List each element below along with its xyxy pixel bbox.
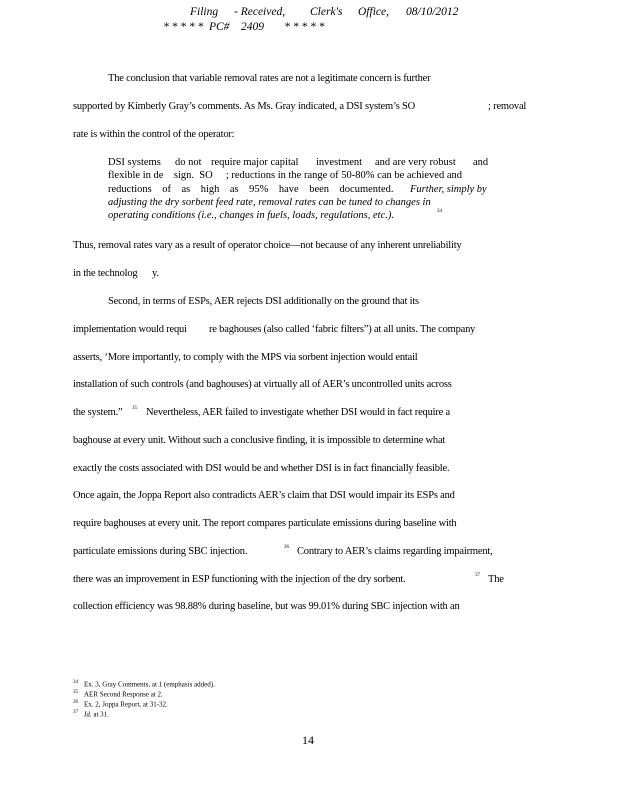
quote-line-emphasis: operating conditions (i.e., changes in fuels, loads, regulations, etc.).	[108, 210, 394, 221]
footnote-text-italic: Id.	[84, 710, 92, 719]
footnote-ref: 34	[437, 209, 442, 214]
body-line: supported by Kimberly Gray’s comments. As Ms. Gray indicated, a DSI system’s SO	[73, 101, 416, 112]
body-line: Once again, the Joppa Report also contradicts AER’s claim that DSI would impair its ESPs and	[73, 490, 455, 501]
quote-line-emphasis: Further, simply by	[410, 184, 487, 195]
footnote-number: 35	[73, 690, 78, 695]
body-line: Nevertheless, AER failed to investigate whether DSI would in fact require a	[146, 407, 450, 418]
header-date: 08/10/2012	[406, 6, 459, 18]
footnote-number: 37	[73, 710, 78, 715]
footnote	[73, 680, 215, 688]
body-line: baghouse at every unit. Without such a conclusive finding, it is impossible to determine what	[73, 435, 446, 446]
body-line: implementation would requi	[73, 324, 187, 335]
quote-word: and	[473, 157, 489, 168]
body-line: ; removal	[488, 101, 527, 112]
header-pc-line: * * * * * PC# 2409 * * * * *	[163, 21, 325, 33]
footnote-number: 36	[73, 700, 78, 705]
footnote	[73, 690, 163, 698]
body-line: Contrary to AER’s claims regarding impairment,	[297, 546, 493, 557]
body-line: Second, in terms of ESPs, AER rejects DSI additionally on the ground that its	[108, 296, 419, 307]
footnote-text: at 31.	[91, 710, 109, 719]
footnote	[73, 700, 168, 708]
body-line: The conclusion that variable removal rates are not a legitimate concern is further	[108, 73, 431, 84]
body-line: The	[488, 574, 504, 585]
quote-word: do not	[175, 157, 202, 168]
body-line: there was an improvement in ESP functioning with the injection of the dry sorbent.	[73, 574, 406, 585]
body-line: rate is within the control of the operator:	[73, 129, 235, 140]
footnote-ref: 37	[475, 573, 480, 578]
quote-line: reductions of as high as 95% have been documented.	[108, 184, 394, 195]
body-line: the system.”	[73, 407, 123, 418]
footnote-text: Ex. 3, Gray Comments, at 1 (emphasis added).	[84, 680, 215, 689]
footnote-ref: 36	[284, 545, 289, 550]
page-number: 14	[302, 733, 314, 747]
quote-line: flexible in de sign. SO ; reductions in the range of 50-80% can be achieved and	[108, 170, 462, 181]
quote-word: and are very robust	[375, 157, 456, 168]
body-line: re baghouses (also called ‘fabric filters”) at all units. The company	[209, 324, 476, 335]
body-line: require baghouses at every unit. The report compares particulate emissions during baseline with	[73, 518, 457, 529]
header-clerks: Clerk's	[310, 6, 343, 18]
header-office: Office,	[358, 6, 389, 18]
body-line: asserts, ‘More importantly, to comply with the MPS via sorbent injection would entail	[73, 352, 418, 363]
body-line: exactly the costs associated with DSI would be and whether DSI is in fact financially feasible.	[73, 463, 450, 474]
body-line: Thus, removal rates vary as a result of operator choice—not because of any inherent unreliability	[73, 240, 462, 251]
header-received: - Received,	[234, 6, 286, 18]
quote-word: investment	[316, 157, 363, 168]
body-line: installation of such controls (and baghouses) at virtually all of AER’s uncontrolled units across	[73, 379, 452, 390]
quote-word: require major capital	[211, 157, 299, 168]
header-filing: Filing	[190, 6, 219, 18]
quote-word: DSI systems	[108, 157, 161, 168]
footnote-ref: 35	[132, 406, 137, 411]
quote-line-emphasis: adjusting the dry sorbent feed rate, removal rates can be tuned to changes in	[108, 197, 431, 208]
footnote-text: Ex. 2, Joppa Report, at 31-32.	[84, 700, 168, 709]
body-line: particulate emissions during SBC injection.	[73, 546, 248, 557]
body-line: in the technolog y.	[73, 268, 159, 279]
body-line: collection efficiency was 98.88% during baseline, but was 99.01% during SBC injection with an	[73, 601, 460, 612]
footnote-text: AER Second Response at 2.	[84, 690, 163, 699]
footnote	[73, 710, 109, 718]
footnote-number: 34	[73, 680, 78, 685]
